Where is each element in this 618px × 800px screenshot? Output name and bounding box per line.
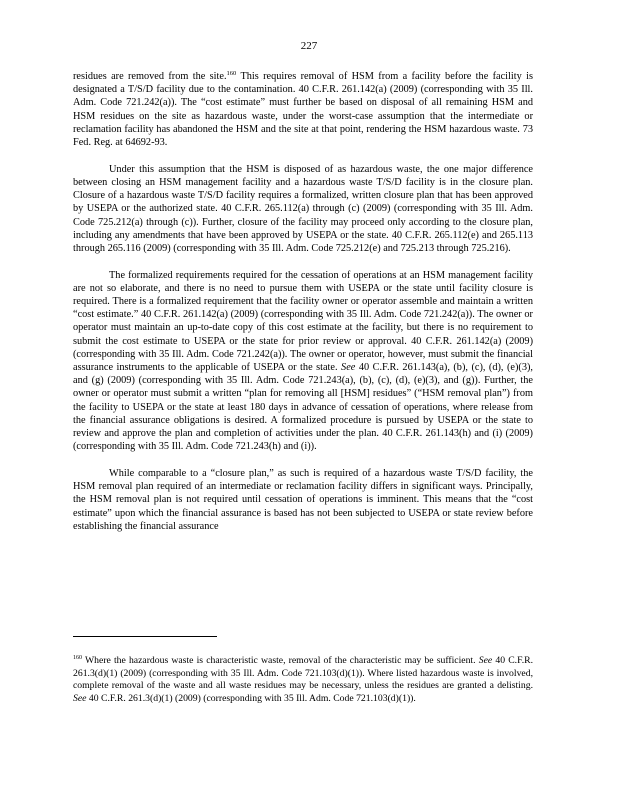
footnote-reference: 160 — [226, 70, 237, 77]
footnote-number: 160 — [73, 655, 82, 661]
paragraph-1: residues are removed from the site.$^{160}$ This requires removal of HSM from a facility before the facility is designated a T/S/D facility due to the contamination. 40 C.F.R. 261.142(a) (2009) (corresponding with 35 Ill. Adm. Code 721.242(a)). The “cost estimate” must further be based on disposal of all remaining HSM and HSM residues on the site as hazardous waste, under the worst-case assumption that the intermediate or reclamation facility has abandoned the HSM and the site at that point, rendering the HSM hazardous waste. 73 Fed. Reg. at 64692-93. — [73, 70, 533, 149]
page-number: 227 — [300, 40, 318, 52]
paragraph-4: While comparable to a “closure plan,” as such is required of a hazardous waste T/S/D facility, the HSM removal plan required of an intermediate or reclamation facility differs in significant ways. Principally, the HSM removal plan is not required until cessation of operations is imminent. This means that the “cost estimate” upon which the financial assurance is based has not been subjected to USEPA or state review before establishing the financial assurance — [73, 467, 533, 532]
paragraph-3: The formalized requirements required for the cessation of operations at an HSM management facility are not so elaborate, and there is no need to pursue them with USEPA or the state until facility closure is required. There is a formalized requirement that the facility owner or operator assemble and maintain a written “cost estimate.” 40 C.F.R. 261.142(a) (2009) (corresponding with 35 Ill. Adm. Code 721.242(a)). The owner or operator must maintain an up-to-date copy of this cost estimate at the facility, but there is no requirement to submit the cost estimate to USEPA or the state for prior review or approval. 40 C.F.R. 261.142(a) (2009) (corresponding with 35 Ill. Adm. Code 721.242(a)). The owner or operator, however, must submit the financial assurance instruments to the applicable of USEPA or the state. See 40 C.F.R. 261.143(a), (b), (c), (d), (e)(3), and (g) (2009) (corresponding with 35 Ill. Adm. Code 721.243(a), (b), (c), (d), (e)(3), and (g)). Further, the owner or operator must submit a written “plan for removing all [HSM] residues” (“HSM removal plan”) from the facility to USEPA or the state at least 180 days in advance of cessation of operations, where release from the financial assurance obligations is desired. A formalized procedure is pursued by USEPA or the state to review and approve the plan and completion of activities under the plan. 40 C.F.R. 261.143(h) and (i) (2009) (corresponding with 35 Ill. Adm. Code 721.243(h) and (i)). — [73, 269, 533, 453]
body-text — [73, 70, 533, 547]
footnote-separator — [73, 636, 217, 637]
paragraph-2: Under this assumption that the HSM is disposed of as hazardous waste, the one major difference between closing an HSM management facility and a hazardous waste T/S/D facility is in the closure plan. Closure of a hazardous waste T/S/D facility requires a formalized, written closure plan that has been approved by USEPA or the authorized state. 40 C.F.R. 265.112(a) through (c) (2009) (corresponding with 35 Ill. Adm. Code 725.212(a) through (c)). Further, closure of the facility may proceed only according to the closure plan, including any amendments that have been approved by USEPA or the state. 40 C.F.R. 265.112(e) and 265.113 through 265.116 (2009) (corresponding with 35 Ill. Adm. Code 725.212(e) and 725.213 through 725.216). — [73, 163, 533, 254]
footnote: $^{160}$ Where the hazardous waste is characteristic waste, removal of the characteristic may be sufficient. See 40 C.F.R. 261.3(d)(1) (2009) (corresponding with 35 Ill. Adm. Code 721.103(d)(1)). Where listed hazardous waste is involved, complete removal of the waste and all waste residues may be necessary, unless the residues are granted a delisting. See 40 C.F.R. 261.3(d)(1) (2009) (corresponding with 35 Ill. Adm. Code 721.103(d)(1)). — [73, 655, 533, 704]
signal-see: See — [341, 362, 356, 374]
